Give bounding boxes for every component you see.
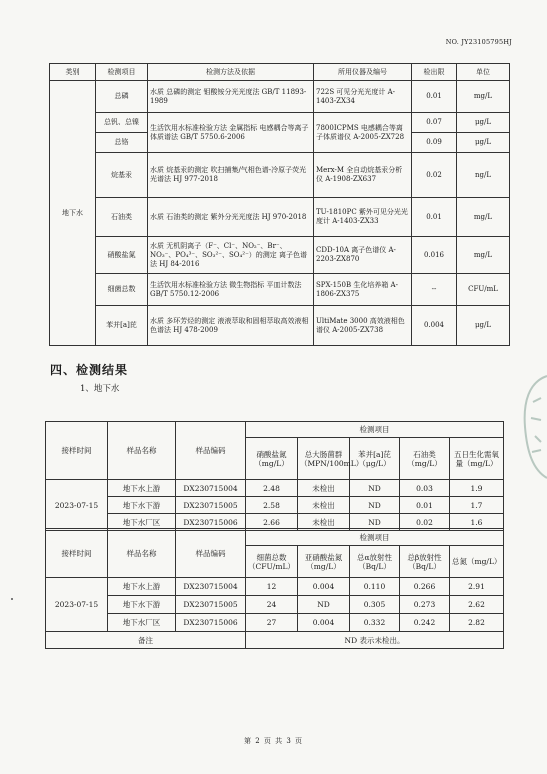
item-cell: 总钒、总镍: [96, 113, 148, 133]
remark-row: [46, 632, 504, 649]
table-row: [46, 497, 504, 514]
table-row: [50, 306, 510, 346]
limit-cell: 0.016: [412, 237, 457, 274]
sample-name-cell: 地下水上游: [108, 578, 176, 596]
instrument-cell: 722S 可见分光光度计 A-1403-ZX34: [314, 81, 412, 113]
instrument-cell: SPX-150B 生化培养箱 A-1806-ZX375: [314, 274, 412, 306]
sample-code-cell: DX230715006: [176, 614, 246, 632]
value-cell: 27: [246, 614, 298, 632]
item-cell: 细菌总数: [96, 274, 148, 306]
table-row: [50, 198, 510, 237]
sample-name-cell: 地下水下游: [108, 497, 176, 514]
value-cell: 0.110: [350, 578, 400, 596]
sample-code-cell: DX230715004: [176, 578, 246, 596]
method-cell: 水质 石油类的测定 紫外分光光度法 HJ 970-2018: [148, 198, 314, 237]
value-cell: 2.48: [246, 480, 298, 497]
value-cell: 1.9: [450, 480, 504, 497]
value-cell: 2.82: [450, 614, 504, 632]
header-instrument: 所用仪器及编号: [314, 64, 412, 81]
results-header-row: [46, 529, 504, 546]
column-header: 总β放射性（Bq/L）: [400, 546, 450, 578]
column-header: 细菌总数（CFU/mL）: [246, 546, 298, 578]
item-cell: 硝酸盐氮: [96, 237, 148, 274]
seal-stamp-edge: [519, 372, 547, 482]
table-row: [50, 113, 510, 133]
value-cell: 12: [246, 578, 298, 596]
column-header: 总大肠菌群（MPN/100mL）: [298, 438, 350, 480]
unit-cell: μg/L: [457, 306, 510, 346]
column-header: 总α放射性（Bq/L）: [350, 546, 400, 578]
value-cell: 2.91: [450, 578, 504, 596]
header-test-items: 检测项目: [246, 422, 504, 438]
instrument-cell: Merx-M 全自动烷基汞分析仪 A-1908-ZX637: [314, 153, 412, 198]
methods-header-row: [50, 64, 510, 81]
column-header: 亚硝酸盐氮（mg/L）: [298, 546, 350, 578]
header-sample-code: 样品编码: [176, 529, 246, 578]
sample-code-cell: DX230715004: [176, 480, 246, 497]
sample-code-cell: DX230715006: [176, 514, 246, 531]
header-sample-name: 样品名称: [108, 422, 176, 480]
instrument-cell: 7800ICPMS 电感耦合等离子体质谱仪 A-2005-ZX728: [314, 113, 412, 153]
value-cell: ND: [350, 497, 400, 514]
limit-cell: 0.09: [412, 133, 457, 153]
methods-table: [49, 63, 510, 346]
table-row: [46, 578, 504, 596]
unit-cell: CFU/mL: [457, 274, 510, 306]
column-header: 总氮（mg/L）: [450, 546, 504, 578]
method-cell: 水质 多环芳烃的测定 液液萃取和固相萃取高效液相色谱法 HJ 478-2009: [148, 306, 314, 346]
value-cell: 2.62: [450, 596, 504, 614]
unit-cell: mg/L: [457, 81, 510, 113]
table-row: [50, 237, 510, 274]
header-test-items: 检测项目: [246, 529, 504, 546]
unit-cell: mg/L: [457, 198, 510, 237]
instrument-cell: UltiMate 3000 高效液相色谱仪 A-2005-ZX738: [314, 306, 412, 346]
results-table-2: [45, 528, 504, 649]
header-unit: 单位: [457, 64, 510, 81]
punch-dot: [11, 598, 13, 600]
sample-name-cell: 地下水上游: [108, 480, 176, 497]
value-cell: ND: [298, 596, 350, 614]
table-row: [46, 596, 504, 614]
value-cell: 0.273: [400, 596, 450, 614]
value-cell: 未检出: [298, 514, 350, 531]
header-sample-code: 样品编码: [176, 422, 246, 480]
value-cell: 未检出: [298, 497, 350, 514]
unit-cell: μg/L: [457, 133, 510, 153]
limit-cell: 0.02: [412, 153, 457, 198]
value-cell: 2.58: [246, 497, 298, 514]
category-cell: 地下水: [50, 81, 96, 346]
page-footer: 第 2 页 共 3 页: [243, 737, 304, 745]
column-header: 石油类（mg/L）: [400, 438, 450, 480]
value-cell: 0.332: [350, 614, 400, 632]
table-row: [46, 480, 504, 497]
method-cell: 水质 烷基汞的测定 吹扫捕集/气相色谱-冷原子荧光光谱法 HJ 977-2018: [148, 153, 314, 198]
table-row: [46, 614, 504, 632]
header-receive-time: 接样时间: [46, 529, 108, 578]
item-cell: 石油类: [96, 198, 148, 237]
header-method: 检测方法及依据: [148, 64, 314, 81]
value-cell: 0.004: [298, 578, 350, 596]
header-receive-time: 接样时间: [46, 422, 108, 480]
sample-code-cell: DX230715005: [176, 596, 246, 614]
remark-text: ND 表示未检出。: [246, 632, 504, 649]
method-cell: 生活饮用水标准检验方法 微生物指标 平皿计数法 GB/T 5750.12-2006: [148, 274, 314, 306]
header-sample-name: 样品名称: [108, 529, 176, 578]
item-cell: 烷基汞: [96, 153, 148, 198]
date-cell: 2023-07-15: [46, 480, 108, 531]
value-cell: ND: [350, 480, 400, 497]
limit-cell: 0.07: [412, 113, 457, 133]
results-table-1: [45, 421, 504, 531]
value-cell: 1.6: [450, 514, 504, 531]
value-cell: 0.004: [298, 614, 350, 632]
remark-label: 备注: [46, 632, 246, 649]
value-cell: 未检出: [298, 480, 350, 497]
limit-cell: 0.01: [412, 81, 457, 113]
item-cell: 总铬: [96, 133, 148, 153]
header-limit: 检出限: [412, 64, 457, 81]
method-cell: 水质 总磷的测定 钼酸铵分光光度法 GB/T 11893-1989: [148, 81, 314, 113]
value-cell: 24: [246, 596, 298, 614]
item-cell: 苯并[a]芘: [96, 306, 148, 346]
unit-cell: μg/L: [457, 113, 510, 133]
column-header: 苯并[a]芘（μg/L）: [350, 438, 400, 480]
value-cell: 2.66: [246, 514, 298, 531]
limit-cell: --: [412, 274, 457, 306]
method-cell: 生活饮用水标准检验方法 金属指标 电感耦合等离子体质谱法 GB/T 5750.6-2006: [148, 113, 314, 153]
header-item: 检测项目: [96, 64, 148, 81]
subsection-title: 1、地下水: [80, 384, 120, 394]
item-cell: 总磷: [96, 81, 148, 113]
table-row: [50, 81, 510, 113]
value-cell: ND: [350, 514, 400, 531]
unit-cell: mg/L: [457, 237, 510, 274]
sample-name-cell: 地下水厂区: [108, 514, 176, 531]
header-category: 类别: [50, 64, 96, 81]
limit-cell: 0.01: [412, 198, 457, 237]
results-header-row: [46, 422, 504, 438]
value-cell: 0.242: [400, 614, 450, 632]
value-cell: 0.266: [400, 578, 450, 596]
value-cell: 1.7: [450, 497, 504, 514]
value-cell: 0.305: [350, 596, 400, 614]
section-title: 四、检测结果: [50, 363, 129, 377]
table-row: [50, 274, 510, 306]
value-cell: 0.02: [400, 514, 450, 531]
sample-name-cell: 地下水下游: [108, 596, 176, 614]
report-number: NO. JY23105795HJ: [445, 38, 512, 46]
instrument-cell: CDD-10A 离子色谱仪 A-2203-ZX870: [314, 237, 412, 274]
column-header: 五日生化需氧量（mg/L）: [450, 438, 504, 480]
sample-code-cell: DX230715005: [176, 497, 246, 514]
column-header: 硝酸盐氮（mg/L）: [246, 438, 298, 480]
method-cell: 水质 无机阴离子（F⁻、Cl⁻、NO₂⁻、Br⁻、NO₃⁻、PO₄³⁻、SO₃²⁻、SO₄²⁻）的测定 离子色谱法 HJ 84-2016: [148, 237, 314, 274]
sample-name-cell: 地下水厂区: [108, 614, 176, 632]
limit-cell: 0.004: [412, 306, 457, 346]
date-cell: 2023-07-15: [46, 578, 108, 632]
value-cell: 0.01: [400, 497, 450, 514]
instrument-cell: TU-1810PC 紫外可见分光光度计 A-1403-ZX33: [314, 198, 412, 237]
unit-cell: ng/L: [457, 153, 510, 198]
table-row: [50, 153, 510, 198]
value-cell: 0.03: [400, 480, 450, 497]
